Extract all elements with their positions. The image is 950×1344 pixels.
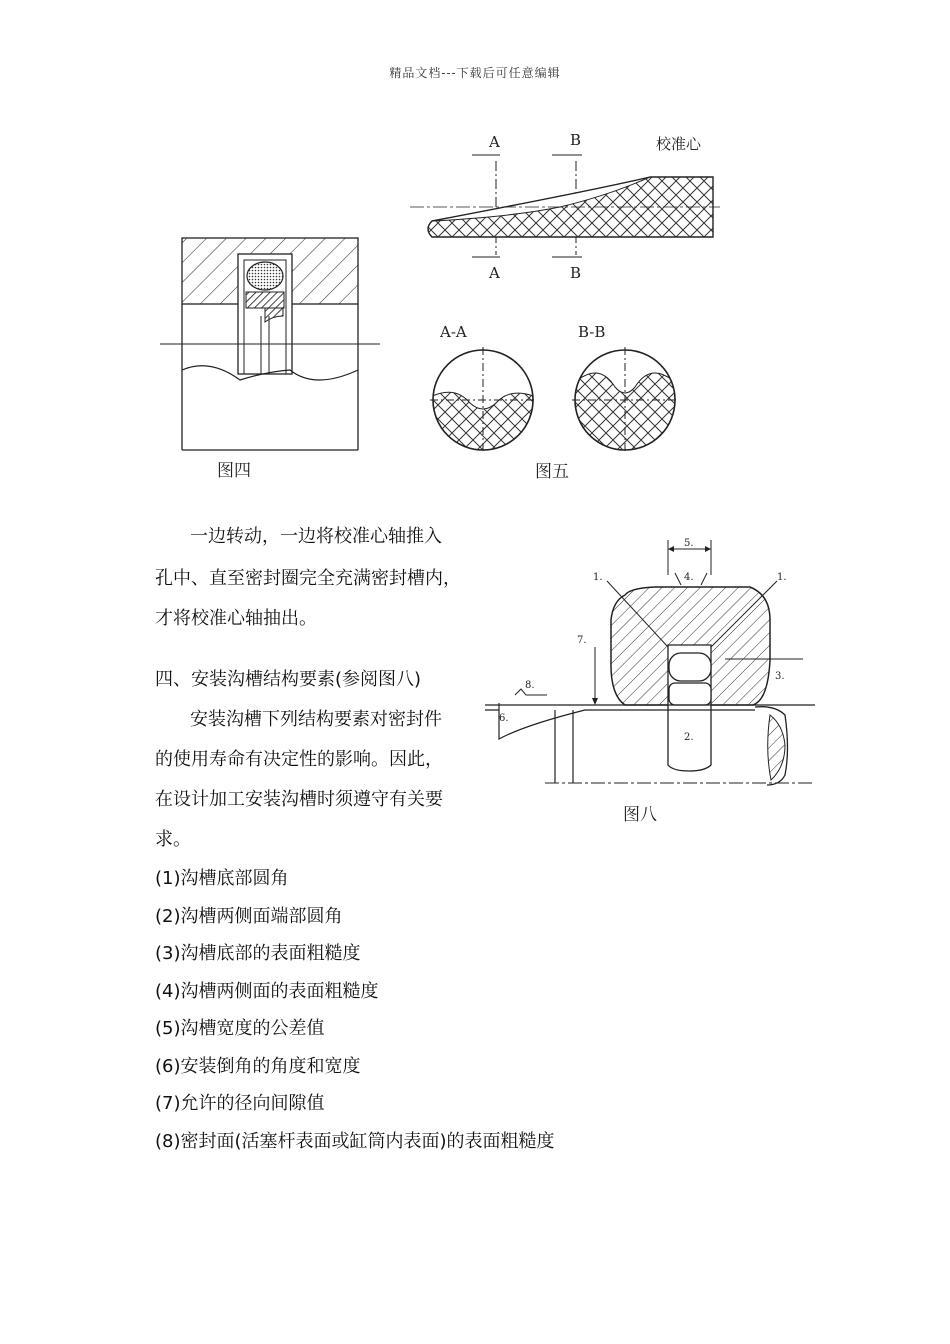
fig8-label-6: 6. xyxy=(499,713,509,724)
para1-line-3: 才将校准心轴抽出。 xyxy=(155,608,317,629)
para1-line-1: 一边转动，一边将校准心轴推入 xyxy=(190,526,442,547)
fig5-label-a-bottom: A xyxy=(489,264,500,282)
list-item: (2)沟槽两侧面端部圆角 xyxy=(155,905,343,927)
fig8-label-5: 5. xyxy=(684,538,694,549)
list-item: (1)沟槽底部圆角 xyxy=(155,868,289,889)
fig5-section-bb-label: B-B xyxy=(578,323,606,341)
requirements-list xyxy=(155,860,555,1160)
fig8-label-4: 4. xyxy=(684,572,694,583)
para2-line-1: 安装沟槽下列结构要素对密封件 xyxy=(190,709,442,730)
para2-line-2: 的使用寿命有决定性的影响。因此， xyxy=(155,749,443,770)
figure-8-caption: 图八 xyxy=(623,805,657,825)
fig5-label-b-bottom: B xyxy=(570,264,582,282)
list-item: (4)沟槽两侧面的表面粗糙度 xyxy=(155,980,379,1002)
fig8-label-2: 2. xyxy=(684,732,694,743)
fig8-label-7: 7. xyxy=(577,635,587,646)
para2-line-4: 求。 xyxy=(155,829,191,850)
section-title: 四、安装沟槽结构要素(参阅图八) xyxy=(155,669,422,690)
fig8-label-3: 3. xyxy=(775,671,785,682)
list-item: (8)密封面(活塞杆表面或缸筒内表面)的表面粗糙度 xyxy=(155,1130,555,1152)
list-item: (6)安装倒角的角度和宽度 xyxy=(155,1055,361,1077)
list-item: (3)沟槽底部的表面粗糙度 xyxy=(155,943,361,964)
figure-4 xyxy=(155,230,385,490)
fig8-label-1-left: 1. xyxy=(593,572,603,583)
fig5-label-a-top: A xyxy=(489,133,500,151)
figure-8 xyxy=(485,535,815,835)
figure-5-caption: 图五 xyxy=(535,462,569,482)
fig5-tool-label: 校准心 xyxy=(656,135,702,153)
para2-line-3: 在设计加工安装沟槽时须遵守有关要 xyxy=(155,789,443,810)
list-item: (7)允许的径向间隙值 xyxy=(155,1093,325,1114)
list-item: (5)沟槽宽度的公差值 xyxy=(155,1018,325,1039)
fig8-label-8: 8. xyxy=(525,680,535,691)
para1-line-2: 孔中、直至密封圈完全充满密封槽内， xyxy=(155,568,461,589)
page-header: 精品文档---下载后可任意编辑 xyxy=(389,66,561,80)
figure-4-caption: 图四 xyxy=(217,461,251,481)
fig8-label-1-right: 1. xyxy=(777,572,787,583)
fig5-section-aa-label: A-A xyxy=(440,323,467,341)
fig5-label-b-top: B xyxy=(570,131,582,149)
figure-5 xyxy=(410,125,730,490)
